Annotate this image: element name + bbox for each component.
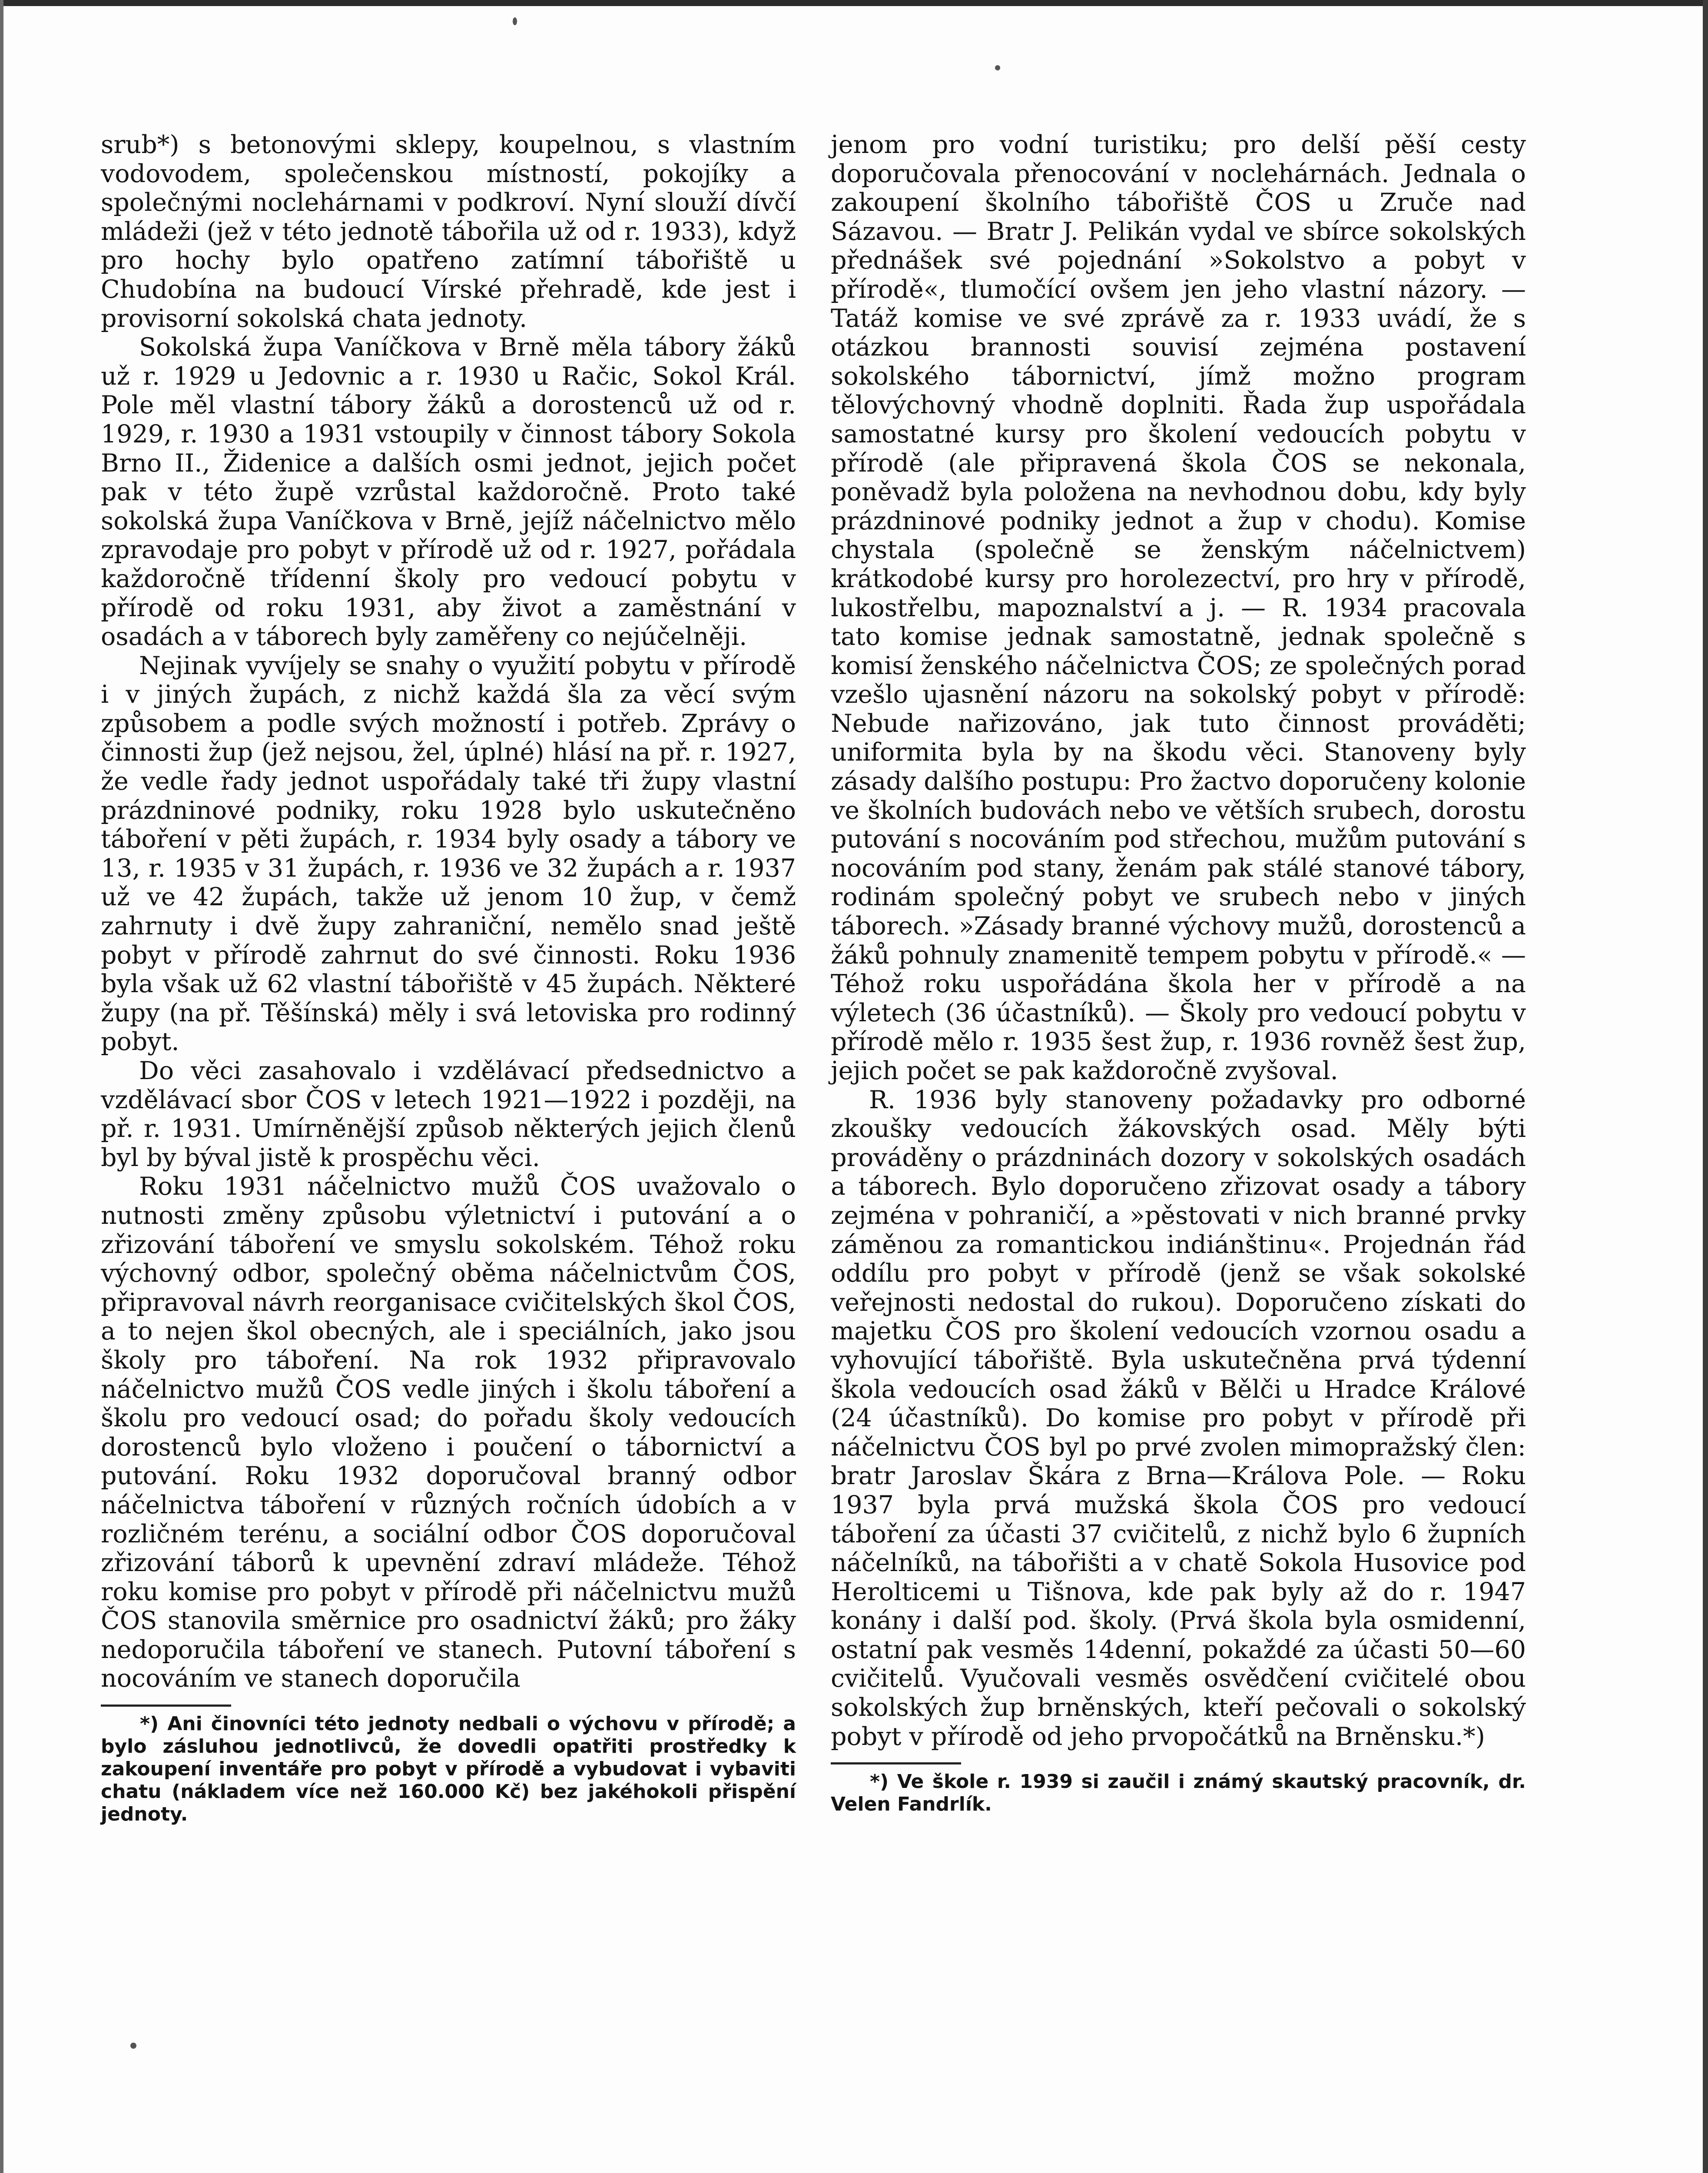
scan-top-edge — [0, 0, 1708, 6]
footnote-divider — [831, 1762, 961, 1764]
left-footnote: *) Ani činovníci této jednoty nedbali o výchovu v přírodě; a bylo zásluhou jednotlivců, že dovedli opatřiti prostředky k zakoupení inventáře pro pobyt v přírodě a vybudovat i vybaviti chatu (nákladem více než 160.000 Kč) bez jakéhokoli přispění jednoty. — [101, 1713, 796, 1826]
scan-right-edge — [1703, 0, 1708, 2173]
footnote-divider — [101, 1705, 231, 1707]
scan-speck — [513, 17, 517, 25]
left-column — [101, 130, 796, 1826]
right-column — [831, 130, 1526, 1816]
right-paragraph-2: R. 1936 byly stanoveny požadavky pro odborné zkoušky vedoucích žákovských osad. Měly býti prováděny o prázdninách dozory v sokolských osadách a táborech. Bylo doporučeno zřizovat osady a tábory zejména v pohraničí, a »pěstovati v nich branné prvky záměnou za romantickou indiánštinu«. Projednán řád oddílu pro pobyt v přírodě (jenž se však sokolské veřejnosti nedostal do rukou). Doporučeno získati do majetku ČOS pro školení vedoucích vzornou osadu a vyhovující tábořiště. Byla uskutečněna prvá týdenní škola vedoucích osad žáků v Bělči u Hradce Králové (24 účastníků). Do komise pro pobyt v přírodě při náčelnictvu ČOS byl po prvé zvolen mimopražský člen: bratr Jaroslav Škára z Brna—Králova Pole. — Roku 1937 byla prvá mužská škola ČOS pro vedoucí táboření za účasti 37 cvičitelů, z nichž bylo 6 župních náčelníků, na tábořišti a v chatě Sokola Husovice pod Herolticemi u Tišnova, kde pak byly až do r. 1947 konány i další pod. školy. (Prvá škola byla osmidenní, ostatní pak vesměs 14denní, pokaždé za účasti 50—60 cvičitelů. Vyučovali vesměs osvědčení cvičitelé obou sokolských žup brněnských, kteří pečovali o sokolský pobyt v přírodě od jeho prvopočátků na Brněnsku.*) — [831, 1085, 1526, 1751]
scan-speck — [130, 2043, 136, 2049]
scan-left-edge — [0, 0, 3, 2173]
right-footnote: *) Ve škole r. 1939 si zaučil i známý skautský pracovník, dr. Velen Fandrlík. — [831, 1771, 1526, 1816]
left-paragraph-4: Do věci zasahovalo i vzdělávací předsednictvo a vzdělávací sbor ČOS v letech 1921—1922 i později, na př. r. 1931. Umírněnější způsob některých jejich členů byl by býval jistě k prospěchu věci. — [101, 1057, 796, 1172]
left-paragraph-1: srub*) s betonovými sklepy, koupelnou, s vlastním vodovodem, společenskou místností, pokojíky a společnými noclehárnami v podkroví. Nyní slouží dívčí mládeži (jež v této jednotě tábořila už od r. 1933), když pro hochy bylo opatřeno zatímní tábořiště u Chudobína na budoucí Vírské přehradě, kde jest i provisorní sokolská chata jednoty. — [101, 130, 796, 333]
left-paragraph-5: Roku 1931 náčelnictvo mužů ČOS uvažovalo o nutnosti změny způsobu výletnictví i putování a o zřizování táboření ve smyslu sokolském. Téhož roku výchovný odbor, společný oběma náčelnictvům ČOS, připravoval návrh reorganisace cvičitelských škol ČOS, a to nejen škol obecných, ale i speciálních, jako jsou školy pro táboření. Na rok 1932 připravovalo náčelnictvo mužů ČOS vedle jiných i školu táboření a školu pro vedoucí osad; do pořadu školy vedoucích dorostenců bylo vloženo i poučení o tábornictví a putování. Roku 1932 doporučoval branný odbor náčelnictva táboření v různých ročních údobích a v rozličném terénu, a sociální odbor ČOS doporučoval zřizování táborů k upevnění zdraví mládeže. Téhož roku komise pro pobyt v přírodě při náčelnictvu mužů ČOS stanovila směrnice pro osadnictví žáků; pro žáky nedoporučila táboření ve stanech. Putovní táboření s nocováním ve stanech doporučila — [101, 1172, 796, 1693]
left-paragraph-3: Nejinak vyvíjely se snahy o využití pobytu v přírodě i v jiných župách, z nichž každá šla za věcí svým způsobem a podle svých možností i potřeb. Zprávy o činnosti žup (jež nejsou, žel, úplné) hlásí na př. r. 1927, že vedle řady jednot uspořádaly také tři župy vlastní prázdninové podniky, roku 1928 bylo uskutečněno táboření v pěti župách, r. 1934 byly osady a tábory ve 13, r. 1935 v 31 župách, r. 1936 ve 32 župách a r. 1937 už ve 42 župách, takže už jenom 10 žup, v čemž zahrnuty i dvě župy zahraniční, nemělo snad ještě pobyt v přírodě zahrnut do své činnosti. Roku 1936 byla však už 62 vlastní tábořiště v 45 župách. Některé župy (na př. Těšínská) měly i svá letoviska pro rodinný pobyt. — [101, 651, 796, 1057]
right-paragraph-1: jenom pro vodní turistiku; pro delší pěší cesty doporučovala přenocování v noclehárnách. Jednala o zakoupení školního tábořiště ČOS u Zruče nad Sázavou. — Bratr J. Pelikán vydal ve sbírce sokolských přednášek své pojednání »Sokolstvo a pobyt v přírodě«, tlumočící ovšem jen jeho vlastní názory. — Tatáž komise ve své zprávě za r. 1933 uvádí, že s otázkou brannosti souvisí zejména postavení sokolského tábornictví, jímž možno program tělovýchovný vhodně doplniti. Řada žup uspořádala samostatné kursy pro školení vedoucích pobytu v přírodě (ale připravená škola ČOS se nekonala, poněvadž byla položena na nevhodnou dobu, kdy byly prázdninové podniky jednot a žup v chodu). Komise chystala (společně se ženským náčelnictvem) krátkodobé kursy pro horolezectví, pro hry v přírodě, lukostřelbu, mapoznalství a j. — R. 1934 pracovala tato komise jednak samostatně, jednak společně s komisí ženského náčelnictva ČOS; ze společných porad vzešlo ujasnění názoru na sokolský pobyt v přírodě: Nebude nařizováno, jak tuto činnost prováděti; uniformita byla by na škodu věci. Stanoveny byly zásady dalšího postupu: Pro žactvo doporučeny kolonie ve školních budovách nebo ve větších srubech, dorostu putování s nocováním pod střechou, mužům putování s nocováním pod stany, ženám pak stálé stanové tábory, rodinám společný pobyt ve srubech nebo v jiných táborech. »Zásady branné výchovy mužů, dorostenců a žáků pohnuly znamenitě tempem pobytu v přírodě.« — Téhož roku uspořádána škola her v přírodě a na výletech (36 účastníků). — Školy pro vedoucí pobytu v přírodě mělo r. 1935 šest žup, r. 1936 rovněž šest žup, jejich počet se pak každoročně zvyšoval. — [831, 130, 1526, 1085]
left-paragraph-2: Sokolská župa Vaníčkova v Brně měla tábory žáků už r. 1929 u Jedovnic a r. 1930 u Račic, Sokol Král. Pole měl vlastní tábory žáků a dorostenců už od r. 1929, r. 1930 a 1931 vstoupily v činnost tábory Sokola Brno II., Židenice a dalších osmi jednot, jejich počet pak v této župě vzrůstal každoročně. Proto také sokolská župa Vaníčkova v Brně, jejíž náčelnictvo mělo zpravodaje pro pobyt v přírodě už od r. 1927, pořádala každoročně třídenní školy pro vedoucí pobytu v přírodě od roku 1931, aby život a zaměstnání v osadách a v táborech byly zaměřeny co nejúčelněji. — [101, 333, 796, 651]
scan-speck — [995, 65, 1000, 70]
